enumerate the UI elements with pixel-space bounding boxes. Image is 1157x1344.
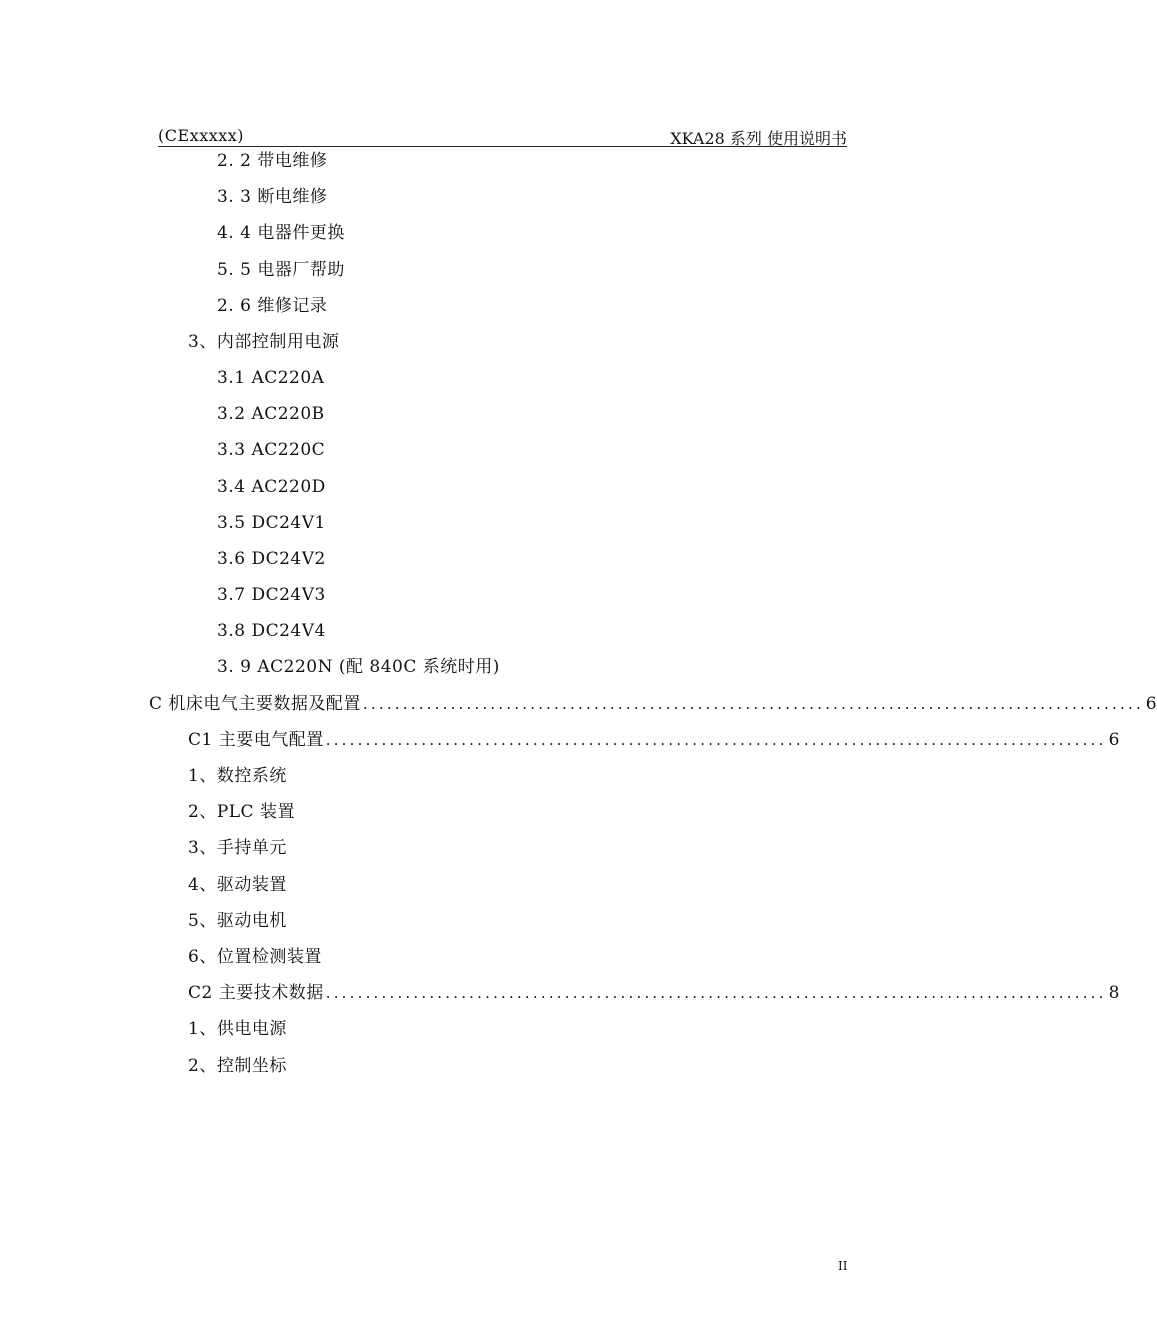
- toc-entry[interactable]: [217, 618, 326, 644]
- toc-entry-text: 5、驱动电机: [188, 911, 287, 931]
- toc-leader-dots: ..................................................................................................: [362, 695, 1144, 713]
- toc-entry[interactable]: [217, 184, 327, 210]
- toc-entry[interactable]: [217, 510, 326, 536]
- toc-entry-text: 2、PLC 装置: [188, 802, 295, 822]
- toc-entry[interactable]: [188, 329, 339, 355]
- toc-page-number: 6: [1145, 694, 1157, 714]
- toc-entry-text: 1、供电电源: [188, 1019, 287, 1039]
- toc-entry[interactable]: [217, 474, 326, 500]
- toc-entry-text: 3.5 DC24V1: [217, 513, 326, 533]
- toc-entry-text: 3.2 AC220B: [217, 404, 325, 424]
- toc-entry[interactable]: [217, 437, 325, 463]
- toc-entry-text: 3.8 DC24V4: [217, 621, 326, 641]
- toc-entry-text: 3.3 AC220C: [217, 440, 326, 460]
- toc-entry-text: 2、控制坐标: [188, 1056, 287, 1076]
- toc-entry[interactable]: [217, 148, 327, 174]
- toc-entry-text: 3. 9 AC220N (配 840C 系统时用): [217, 657, 500, 677]
- toc-entry[interactable]: [188, 1053, 287, 1079]
- toc-entry-text: 2. 6 维修记录: [217, 296, 328, 316]
- toc-entry-text: 3.1 AC220A: [217, 368, 325, 388]
- page-header: [158, 124, 847, 147]
- toc-entry[interactable]: [217, 582, 326, 608]
- toc-entry[interactable]: [188, 835, 287, 861]
- toc-entry[interactable]: [217, 293, 327, 319]
- toc-entry-section-c[interactable]: [149, 691, 1157, 717]
- toc-entry[interactable]: [188, 908, 287, 934]
- toc-entry-text: 6、位置检测装置: [188, 947, 322, 967]
- toc-entry[interactable]: [217, 220, 345, 246]
- toc-leader-dots: ..................................................................................................: [325, 731, 1107, 749]
- toc-entry-text: 4、驱动装置: [188, 875, 287, 895]
- toc-entry-text: C2 主要技术数据: [188, 983, 324, 1003]
- toc-entry-text: 3.7 DC24V3: [217, 585, 326, 605]
- toc-entry-text: 3.6 DC24V2: [217, 549, 326, 569]
- toc-entry[interactable]: [188, 763, 287, 789]
- toc-leader-dots: ..................................................................................................: [325, 984, 1107, 1002]
- toc-entry-text: 3.4 AC220D: [217, 477, 326, 497]
- toc-entry-text: 5. 5 电器厂帮助: [217, 260, 345, 280]
- toc-page-number: 6: [1108, 730, 1120, 750]
- toc-entry[interactable]: [188, 1016, 287, 1042]
- toc-entry[interactable]: [217, 546, 326, 572]
- toc-entry-section-c1[interactable]: [188, 727, 1120, 753]
- toc-entry-text: 3. 3 断电维修: [217, 187, 328, 207]
- toc-page-number: 8: [1108, 983, 1120, 1003]
- document-title: XKA28 系列 使用说明书: [670, 129, 847, 148]
- toc-entry[interactable]: [188, 872, 287, 898]
- toc-entry-text: C1 主要电气配置: [188, 730, 324, 750]
- toc-entry-text: 3、内部控制用电源: [188, 332, 340, 352]
- toc-entry-text: 1、数控系统: [188, 766, 287, 786]
- toc-entry-section-c2[interactable]: [188, 980, 1120, 1006]
- toc-entry[interactable]: [217, 654, 500, 680]
- toc-entry[interactable]: [217, 257, 345, 283]
- toc-entry-text: 4. 4 电器件更换: [217, 223, 345, 243]
- toc-entry[interactable]: [217, 401, 325, 427]
- toc-entry-text: 2. 2 带电维修: [217, 151, 328, 171]
- toc-entry[interactable]: [188, 944, 322, 970]
- toc-entry[interactable]: [217, 365, 324, 391]
- toc-entry-text: 3、手持单元: [188, 838, 287, 858]
- toc-entry-text: C 机床电气主要数据及配置: [149, 694, 361, 714]
- page-number: II: [838, 1259, 848, 1273]
- document-code: (CExxxxx): [158, 126, 245, 145]
- toc-entry[interactable]: [188, 799, 295, 825]
